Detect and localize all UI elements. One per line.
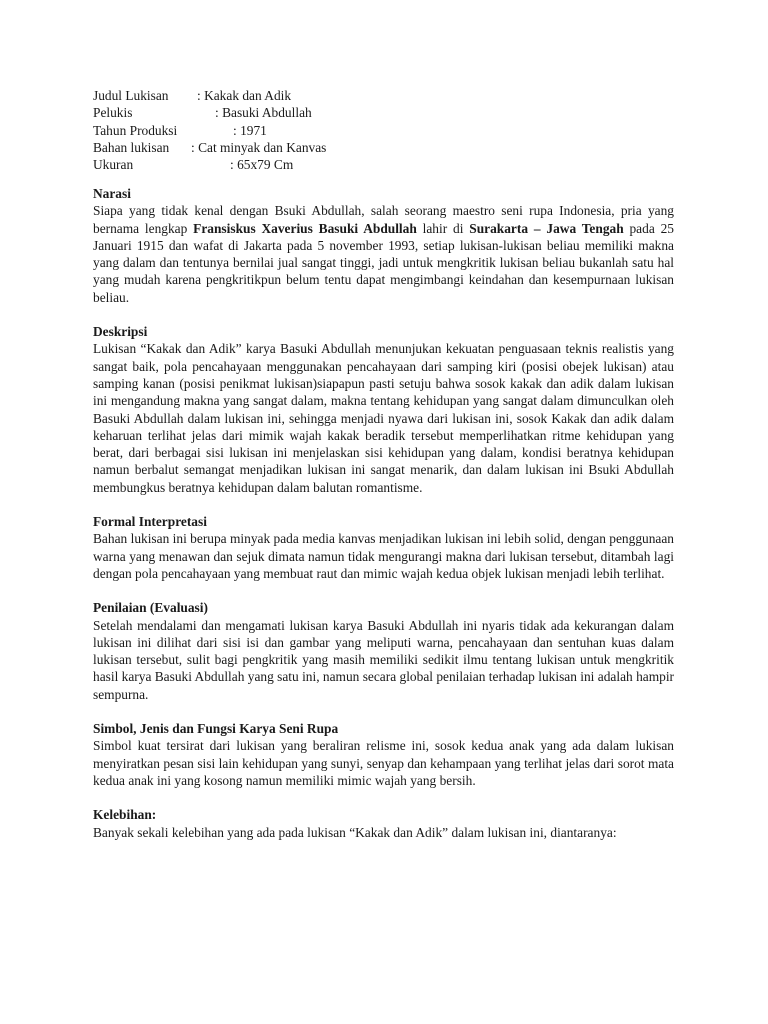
painter-full-name: Fransiskus Xaverius Basuki Abdullah [193, 220, 417, 236]
meta-label: Pelukis [93, 105, 133, 121]
meta-label: Bahan lukisan [93, 139, 170, 155]
meta-label: Ukuran [93, 157, 134, 173]
section-narasi [93, 185, 674, 306]
section-heading: Kelebihan: [93, 807, 157, 823]
meta-value: : Basuki Abdullah [215, 105, 312, 121]
section-text: Simbol kuat tersirat dari lukisan yang beraliran relisme ini, sosok kedua anak yang ada dalam lukisan menyiratkan pesan sisi lain kehidupan yang sunyi, senyap dan kehampaan yang terlihat jelas dari sorot mata kedua anak ini yang kosong namun memiliki mimic wajah yang bersih. [93, 738, 674, 788]
text-fragment: lahir di [416, 220, 470, 236]
section-text: Setelah mendalami dan mengamati lukisan karya Basuki Abdullah ini nyaris tidak ada kekurangan dalam lukisan ini dilihat dari sisi isi dan gambar yang meliputi warna, pencahayaan dan sentuhan kuas dalam lukisan tersebut, sulit bagi pengkritik yang masih memiliki sedikit ilmu tentang lukisan untuk mengkritik hasil karya Basuki Abdullah yang satu ini, namun secara global penilaian terhadap lukisan ini adalah hampir sempurna. [93, 617, 674, 702]
text-fragment: pada 25 Januari 1915 dan wafat di Jakarta pada 5 november 1993, setiap lukisan-lukisan beliau memiliki makna yang dalam dan tentunya bernilai jual sangat tinggi, jadi untuk mengkritik lukisan beliau bukanlah satu hal yang mudah karena pengkritikpun belum tentu dapat mengimbangi keindahan dan kesempurnaan lukisan beliau. [93, 220, 674, 305]
document-body [93, 185, 674, 858]
section-formal-interpretasi [93, 513, 674, 582]
section-heading: Simbol, Jenis dan Fungsi Karya Seni Rupa [93, 721, 339, 737]
section-simbol [93, 720, 674, 789]
meta-value: : Cat minyak dan Kanvas [191, 139, 327, 155]
text-fragment: Siapa yang tidak kenal dengan Bsuki Abdullah, salah seorang maestro seni rupa Indonesia, pria yang bernama lengkap [93, 203, 674, 236]
birthplace: Surakarta – Jawa Tengah [469, 220, 624, 236]
meta-value: : Kakak dan Adik [197, 88, 292, 103]
meta-label: Tahun Produksi [93, 122, 178, 138]
section-heading: Deskripsi [93, 324, 148, 340]
section-text: Lukisan “Kakak dan Adik” karya Basuki Abdullah menunjukan kekuatan penguasaan teknis realistis yang sangat baik, pola pencahayaan menggunakan pencahayaan dari samping kiri (posisi obejek lukisan) atau samping kanan (posisi penikmat lukisan)siapapun pasti setuju bahwa sosok kakak dan adik dalam lukisan ini mengandung makna yang sangat dalam, makna tentang kehidupan yang sangat dalam dimunculkan oleh Basuki Abdullah dalam lukisan ini, sehingga menjadi nyawa dari lukisan ini, sosok Kakak dan adik dalam keharuan terlihat jelas dari mimik wajah kakak beradik tersebut memperlihatkan ritme kehidupan yang berat, dari berbagai sisi lukisan ini menjelaskan sisi kehidupan yang dalam, kondisi beratnya kehidupan namun berbalut semangat menjadikan lukisan ini sangat menarik, dan dalam lukisan ini Bsuki Abdullah membungkus beratnya kehidupan dalam balutan romantisme. [93, 341, 674, 495]
section-text: Banyak sekali kelebihan yang ada pada lukisan “Kakak dan Adik” dalam lukisan ini, diantaranya: [93, 824, 617, 840]
section-heading: Narasi [93, 186, 131, 201]
meta-value: : 65x79 Cm [230, 157, 294, 173]
section-text [93, 202, 674, 306]
section-text: Bahan lukisan ini berupa minyak pada media kanvas menjadikan lukisan ini lebih solid, dengan penggunaan warna yang menawan dan sejuk dimata namun tidak mengurangi makna dari lukisan tersebut, ditambah lagi dengan pola pencahayaan yang membuat raut dan mimic wajah kedua objek lukisan menjadi lebih terlihat. [93, 531, 674, 581]
section-penilaian [93, 599, 674, 703]
section-deskripsi [93, 323, 674, 496]
section-heading: Penilaian (Evaluasi) [93, 600, 208, 616]
meta-value: : 1971 [233, 122, 267, 138]
section-kelebihan [93, 806, 674, 841]
section-heading: Formal Interpretasi [93, 514, 207, 530]
meta-label: Judul Lukisan [93, 88, 169, 103]
